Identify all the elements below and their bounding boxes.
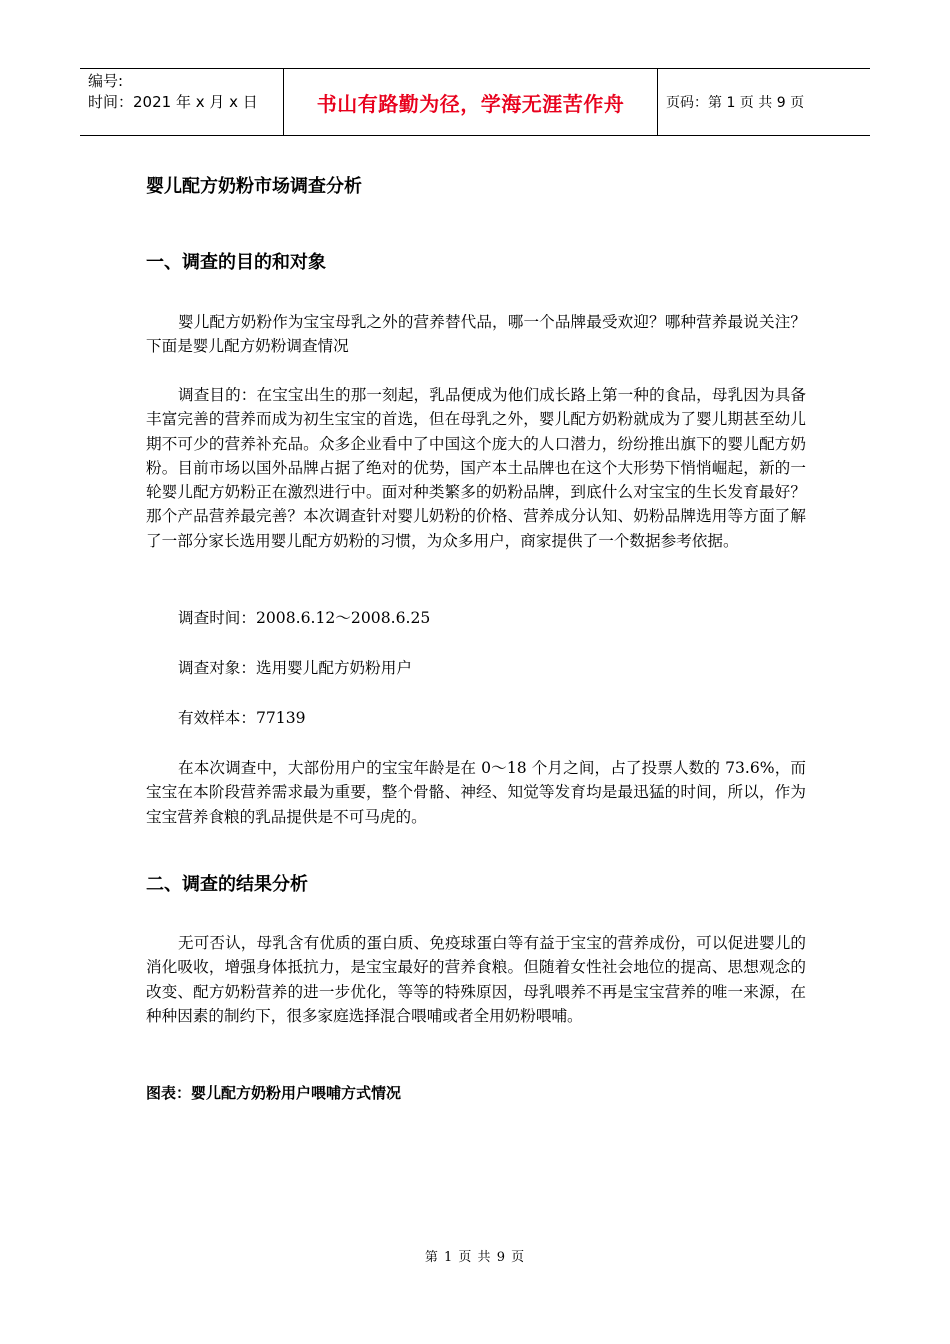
- paragraph-results: 无可否认，母乳含有优质的蛋白质、免疫球蛋白等有益于宝宝的营养成份，可以促进婴儿的消化吸收，增强身体抵抗力，是宝宝最好的营养食粮。但随着女性社会地位的提高、思想观念的改变、配方奶粉营养的进一步优化，等等的特殊原因，母乳喂养不再是宝宝营养的唯一来源，在种种因素的制约下，很多家庭选择混合喂哺或者全用奶粉喂哺。: [146, 934, 806, 1025]
- document-title: 婴儿配方奶粉市场调查分析: [146, 176, 362, 197]
- header-page-cell: [658, 69, 870, 135]
- section-heading-2: 二、调查的结果分析: [146, 874, 308, 895]
- paragraph-survey-time: 调查时间：2008.6.12～2008.6.25: [178, 609, 431, 627]
- document-number-label: 编号:: [88, 72, 124, 90]
- paragraph-intro: 婴儿配方奶粉作为宝宝母乳之外的营养替代品，哪一个品牌最受欢迎？哪种营养最说关注？下面是婴儿配方奶粉调查情况: [146, 313, 806, 356]
- page-footer: 第 1 页 共 9 页: [424, 1250, 526, 1265]
- header-page-number: 页码：第 1 页 共 9 页: [666, 95, 805, 111]
- paragraph-sample-size: 有效样本：77139: [178, 709, 306, 727]
- paragraph-survey-target: 调查对象：选用婴儿配方奶粉用户: [178, 659, 412, 677]
- page-header: [80, 68, 870, 136]
- header-meta: [80, 69, 283, 135]
- figure-caption: 图表：婴儿配方奶粉用户喂哺方式情况: [146, 1084, 402, 1102]
- document-date: 时间：2021 年 x 月 x 日: [88, 93, 258, 111]
- header-motto-cell: [283, 69, 658, 135]
- paragraph-baby-age: 在本次调查中，大部份用户的宝宝年龄是在 0～18 个月之间，占了投票人数的 73.6%，而宝宝在本阶段营养需求最为重要，整个骨骼、神经、知觉等发育均是最迅猛的时间，所以，作为宝宝营养食粮的乳品提供是不可马虎的。: [146, 759, 806, 826]
- section-heading-1: 一、调查的目的和对象: [146, 252, 326, 273]
- paragraph-purpose: 调查目的：在宝宝出生的那一刻起，乳品便成为他们成长路上第一种的食品，母乳因为具备丰富完善的营养而成为初生宝宝的首选，但在母乳之外，婴儿配方奶粉就成为了婴儿期甚至幼儿期不可少的营养补充品。众多企业看中了中国这个庞大的人口潜力，纷纷推出旗下的婴儿配方奶粉。目前市场以国外品牌占据了绝对的优势，国产本土品牌也在这个大形势下悄悄崛起，新的一轮婴儿配方奶粉正在激烈进行中。面对种类繁多的奶粉品牌，到底什么对宝宝的生长发育最好？那个产品营养最完善？本次调查针对婴儿奶粉的价格、营养成分认知、奶粉品牌选用等方面了解了一部分家长选用婴儿配方奶粉的习惯，为众多用户，商家提供了一个数据参考依据。: [146, 386, 806, 550]
- header-motto: 书山有路勤为径，学海无涯苦作舟: [316, 91, 625, 116]
